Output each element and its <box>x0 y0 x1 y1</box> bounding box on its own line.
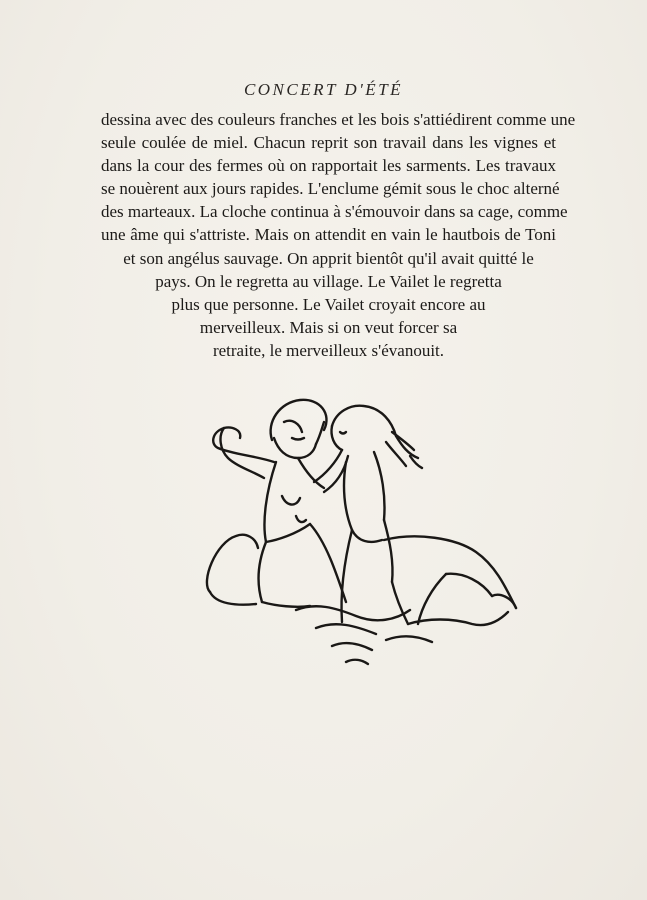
text-line: dessina avec des couleurs franches et les bois s'attiédirent comme une <box>101 110 576 129</box>
text-line: et son angélus sauvage. On apprit bientôt qu'il avait quitté le <box>123 248 534 268</box>
body-text <box>101 108 576 362</box>
text-line: merveilleux. Mais si on veut forcer sa <box>199 317 458 337</box>
two-figures-woodcut-icon <box>196 392 526 682</box>
text-line: seule coulée de miel. Chacun reprit son travail dans les vignes et <box>101 133 556 153</box>
text-line: des marteaux. La cloche continua à s'émouvoir dans sa cage, comme <box>101 202 568 222</box>
text-line: pays. On le regretta au village. Le Vailet le regretta <box>155 271 502 291</box>
running-head: CONCERT D'ÉTÉ <box>243 80 404 99</box>
text-line: dans la cour des fermes où on rapportait les sarments. Les travaux <box>101 156 556 176</box>
text-line: se nouèrent aux jours rapides. L'enclume gémit sous le choc alterné <box>101 179 560 199</box>
text-line: une âme qui s'attriste. Mais on attendit en vain le hautbois de Toni <box>101 225 556 245</box>
text-line: retraite, le merveilleux s'évanouit. <box>212 340 445 360</box>
text-line: plus que personne. Le Vailet croyait encore au <box>171 294 486 314</box>
